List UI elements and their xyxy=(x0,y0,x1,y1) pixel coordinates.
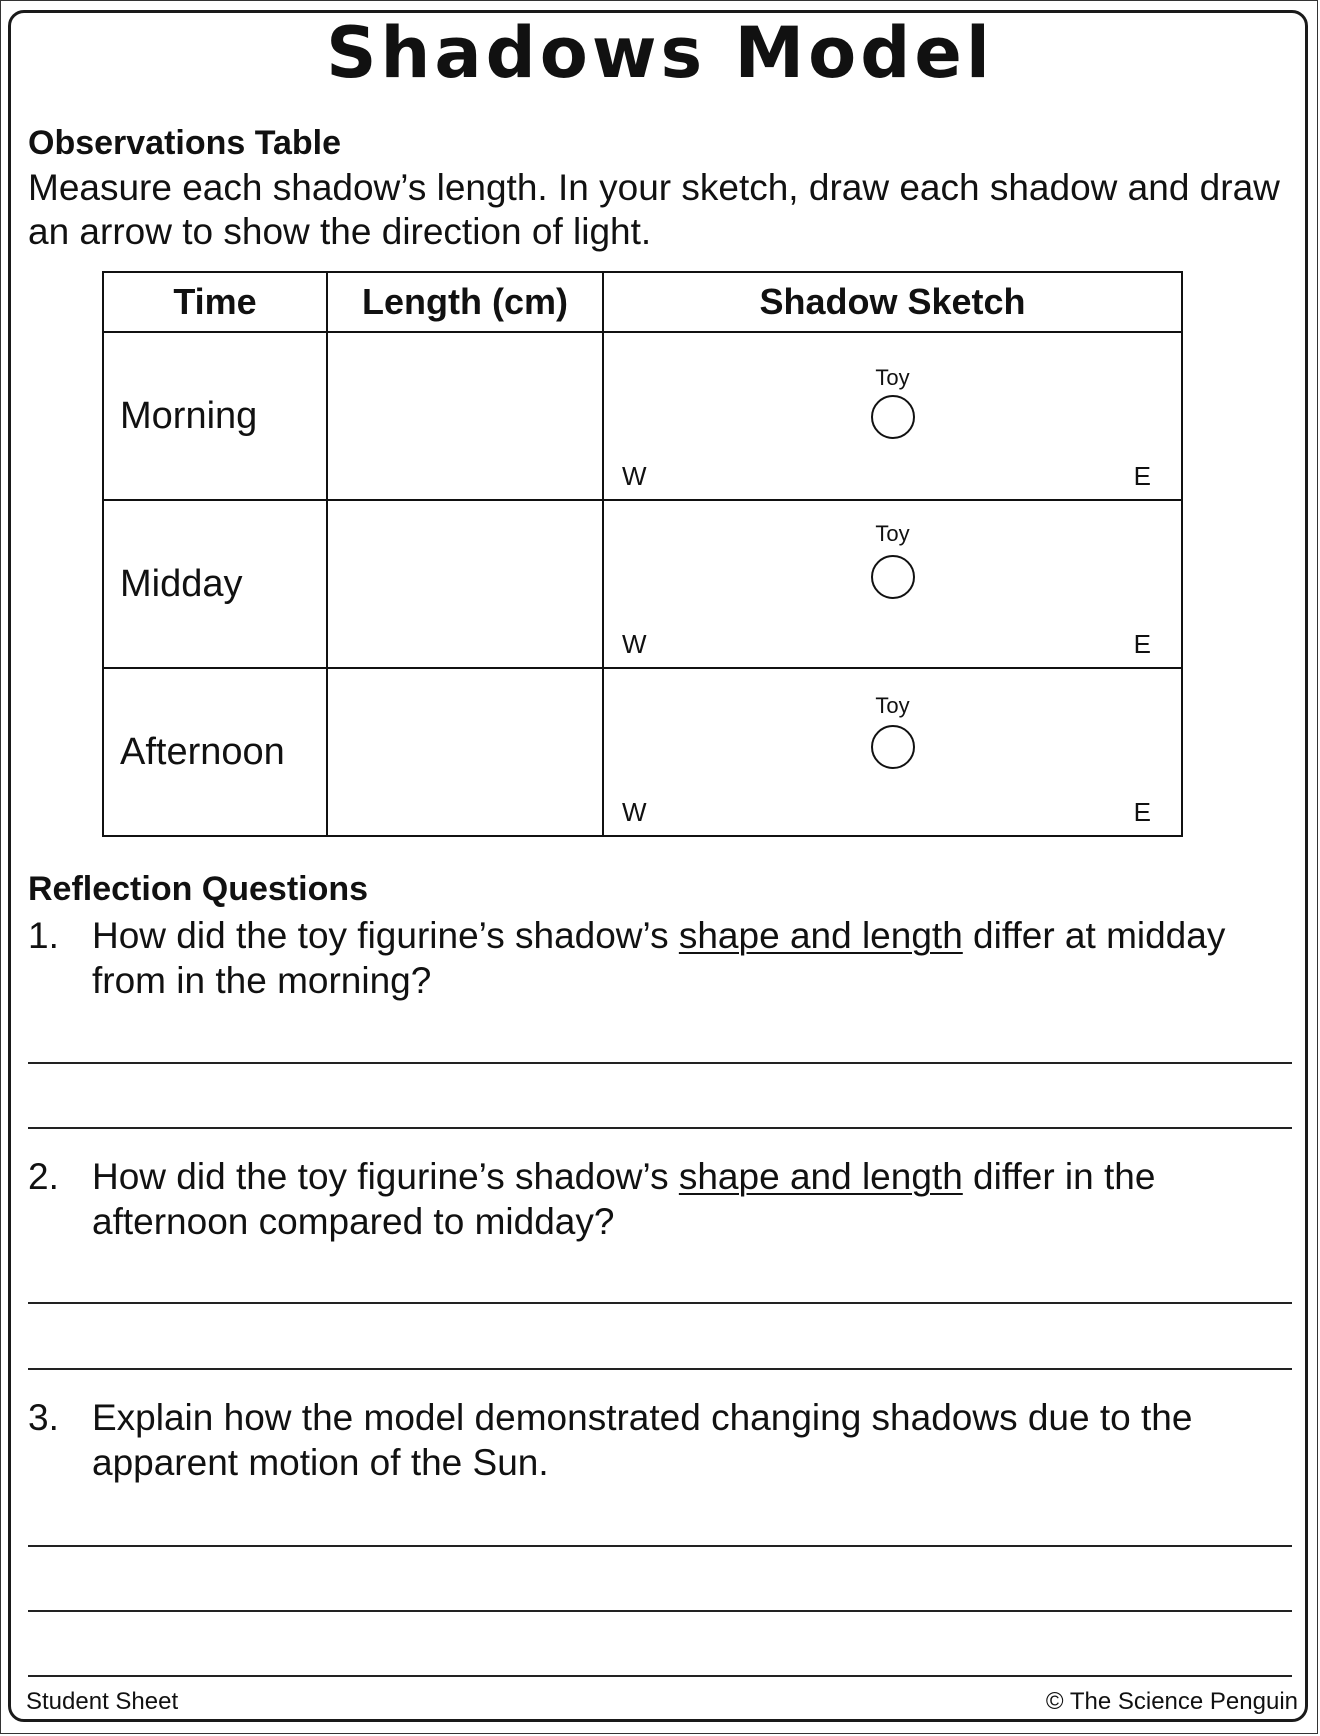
question-emphasis: shape and length xyxy=(678,915,963,956)
west-label: W xyxy=(622,461,647,491)
question-text: Explain how the model demonstrated changing shadows due to the apparent motion of the Sun. xyxy=(92,1397,1193,1483)
table-row-morning xyxy=(103,332,1182,500)
observations-heading: Observations Table xyxy=(28,124,342,162)
toy-label: Toy xyxy=(875,693,910,718)
time-cell: Midday xyxy=(103,500,327,668)
west-label: W xyxy=(622,629,647,659)
answer-line[interactable] xyxy=(28,1368,1292,1370)
question-text: differ in the afternoon compared to midday? xyxy=(92,1156,1156,1242)
east-label: E xyxy=(1133,461,1151,491)
question-text: How did the toy figurine’s shadow’s xyxy=(92,1156,679,1197)
page-title: Shadows Model xyxy=(326,12,994,94)
question-text: differ at midday from in the morning? xyxy=(92,915,1226,1001)
observations-instructions: Measure each shadow’s length. In your sketch, draw each shadow and draw an arrow to show the direction of light. xyxy=(28,167,1280,252)
table-row-afternoon xyxy=(103,668,1182,836)
question-emphasis: shape and length xyxy=(678,1156,963,1197)
question-number: 2. xyxy=(28,1156,59,1197)
answer-line[interactable] xyxy=(28,1302,1292,1304)
question-1 xyxy=(28,913,1288,1003)
length-cell[interactable] xyxy=(327,500,603,668)
toy-circle-icon xyxy=(871,725,915,769)
table-header-row xyxy=(103,272,1182,332)
footer-left: Student Sheet xyxy=(26,1688,179,1715)
question-number: 1. xyxy=(28,915,59,956)
header-shadow-sketch: Shadow Sketch xyxy=(603,272,1182,332)
reflection-heading: Reflection Questions xyxy=(28,870,369,908)
toy-label: Toy xyxy=(875,521,910,546)
question-2 xyxy=(28,1154,1288,1244)
toy-label: Toy xyxy=(875,365,910,390)
sketch-cell[interactable] xyxy=(603,332,1182,500)
toy-circle-icon xyxy=(871,395,915,439)
question-text: How did the toy figurine’s shadow’s xyxy=(92,915,679,956)
question-3 xyxy=(28,1395,1288,1485)
east-label: E xyxy=(1133,629,1151,659)
answer-line[interactable] xyxy=(28,1545,1292,1547)
observations-table xyxy=(102,271,1183,837)
time-cell: Afternoon xyxy=(103,668,327,836)
header-length: Length (cm) xyxy=(327,272,603,332)
sketch-cell[interactable] xyxy=(603,668,1182,836)
footer-copyright: © The Science Penguin xyxy=(1045,1688,1298,1715)
answer-line[interactable] xyxy=(28,1675,1292,1677)
table-row-midday xyxy=(103,500,1182,668)
length-cell[interactable] xyxy=(327,668,603,836)
answer-line[interactable] xyxy=(28,1127,1292,1129)
question-number: 3. xyxy=(28,1397,59,1438)
west-label: W xyxy=(622,797,647,827)
length-cell[interactable] xyxy=(327,332,603,500)
time-cell: Morning xyxy=(103,332,327,500)
answer-line[interactable] xyxy=(28,1610,1292,1612)
answer-line[interactable] xyxy=(28,1062,1292,1064)
header-time: Time xyxy=(103,272,327,332)
toy-circle-icon xyxy=(871,555,915,599)
sketch-cell[interactable] xyxy=(603,500,1182,668)
east-label: E xyxy=(1133,797,1151,827)
